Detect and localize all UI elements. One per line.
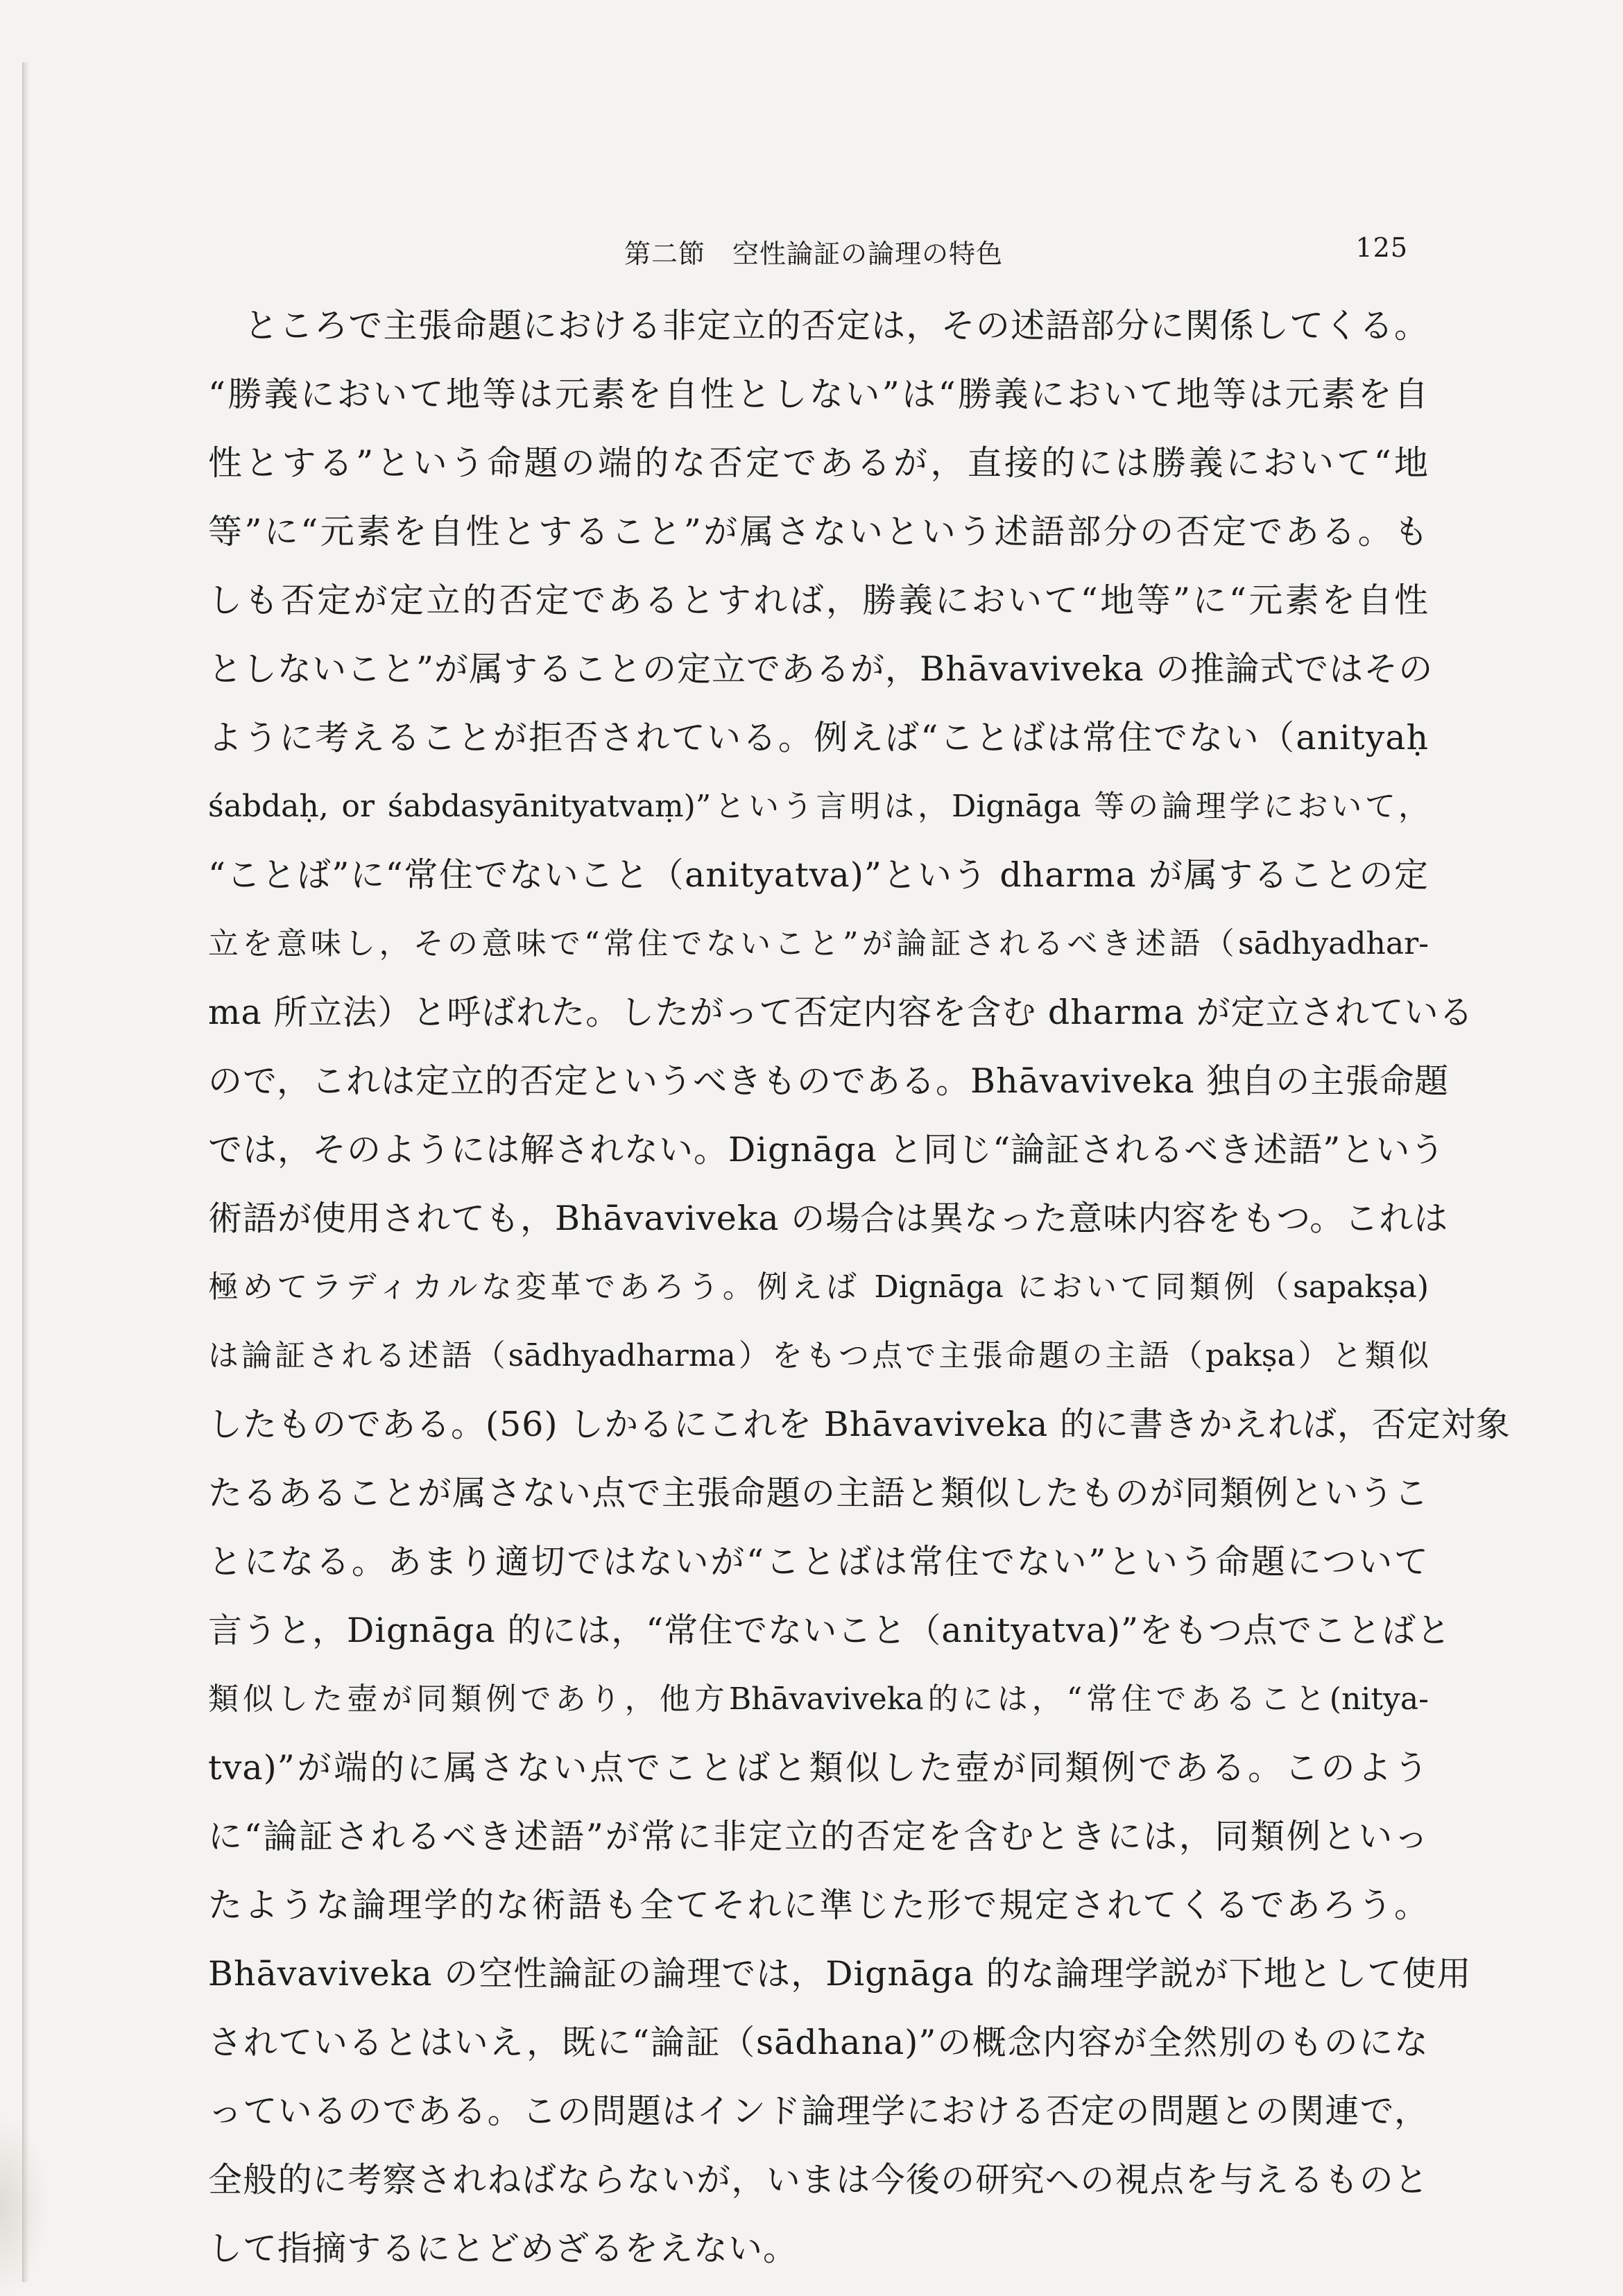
text-line: “ことば”に“常住でないこと（anityatva)”という dharma が属することの定 [208,855,1429,895]
text-line: して指摘するにとどめざるをえない。 [208,2229,798,2268]
text-line: されているとはいえ，既に“論証（sādhana)”の概念内容が全然別のものにな [208,2023,1429,2062]
text-line: Bhāvaviveka の空性論証の論理では，Dignāga 的な論理学説が下地として使用 [208,1954,1472,1994]
body-text [208,291,1511,2283]
text-line: 極めてラディカルな変革であろう。例えば Dignāga において同類例（sapakṣa) [208,1269,1429,1305]
text-line: ように考えることが拒否されている。例えば“ことばは常住でない（anityaḥ [208,718,1429,757]
text-line: に“論証されるべき述語”が常に非定立的否定を含むときには，同類例といっ [208,1817,1429,1856]
text-line: ので，これは定立的否定というべきものである。Bhāvaviveka 独自の主張命題 [208,1061,1450,1101]
text-line: 類似した壺が同類例であり，他方Bhāvaviveka的には，“常住であること(nitya- [208,1681,1429,1717]
text-line: “勝義において地等は元素を自性としない”は“勝義において地等は元素を自 [208,375,1429,414]
text-line: 言うと，Dignāga 的には，“常住でないこと（anityatva)”をもつ点でことばと [208,1611,1452,1650]
text-line: は論証される述語（sādhyadharma）をもつ点で主張命題の主語（pakṣa）と類似 [208,1338,1429,1373]
text-line: ma 所立法）と呼ばれた。したがって否定内容を含む dharma が定立されている [208,993,1474,1032]
text-line: 術語が使用されても，Bhāvaviveka の場合は異なった意味内容をもつ。これは [208,1199,1449,1238]
text-line: 立を意味し，その意味で“常住でないこと”が論証されるべき述語（sādhyadhar- [208,926,1429,961]
text-line: 等”に“元素を自性とすること”が属さないという述語部分の否定である。も [208,512,1429,551]
text-line: śabdaḥ, or śabdasyānityatvaṃ)”という言明は，Dignāga 等の論理学において， [208,789,1429,824]
page-number: 125 [1355,232,1408,263]
text-line: ところで主張命題における非定立的否定は，その述語部分に関係してくる。 [244,306,1429,345]
scan-corner-shadow [0,2116,49,2296]
scan-edge-shadow [22,62,29,2282]
text-line: たるあることが属さない点で主張命題の主語と類似したものが同類例というこ [208,1473,1429,1513]
text-line: tva)”が端的に属さない点でことばと類似した壺が同類例である。このよう [208,1748,1429,1788]
text-line: したものである。(56) しかるにこれを Bhāvaviveka 的に書きかえれば，否定対象 [208,1405,1511,1444]
text-line: としないこと”が属することの定立であるが，Bhāvaviveka の推論式ではその [208,649,1434,689]
text-line: しも否定が定立的否定であるとすれば，勝義において“地等”に“元素を自性 [208,581,1429,620]
text-line: 性とする”という命題の端的な否定であるが，直接的には勝義において“地 [208,443,1429,483]
text-line: 全般的に考察されねばならないが，いまは今後の研究への視点を与えるものと [208,2160,1429,2200]
text-line: たような論理学的な術語も全てそれに準じた形で規定されてくるであろう。 [208,1885,1429,1925]
text-line: っているのである。この問題はインド論理学における否定の問題との関連で， [208,2091,1429,2131]
section-title: 第二節 空性論証の論理の特色 [624,239,1004,269]
text-line: とになる。あまり適切ではないが“ことばは常住でない”という命題について [208,1542,1429,1582]
text-line: では，そのようには解されない。Dignāga と同じ“論証されるべき述語”という [208,1130,1445,1170]
